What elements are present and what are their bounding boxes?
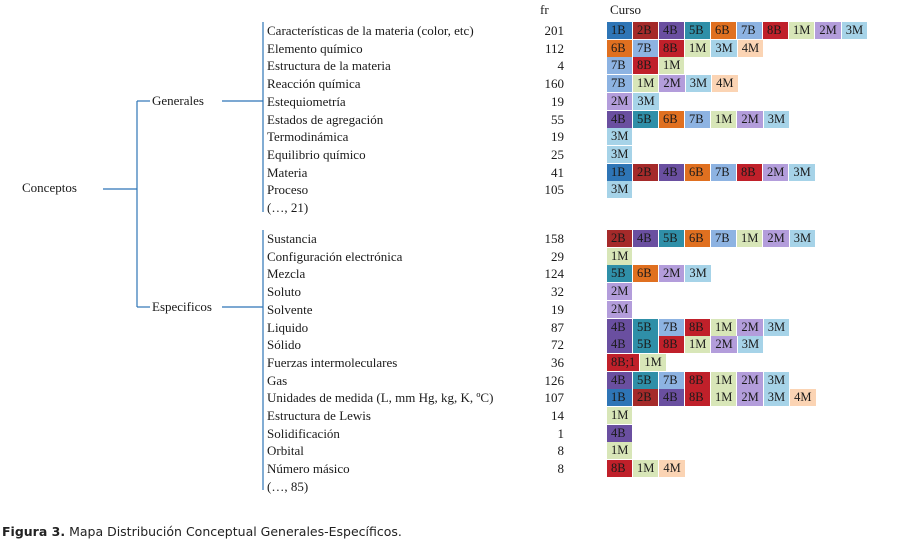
concept-term: Estequiometría bbox=[267, 94, 346, 109]
concept-term: Estructura de Lewis bbox=[267, 408, 371, 423]
course-tag: 1M bbox=[711, 319, 737, 336]
course-tag: 2B bbox=[633, 22, 659, 39]
course-tags bbox=[607, 22, 868, 39]
course-tag: 3M bbox=[711, 40, 737, 57]
course-tag: 2M bbox=[763, 230, 789, 247]
caption-label: Figura 3. bbox=[2, 524, 66, 539]
course-tags bbox=[607, 230, 816, 247]
course-tags bbox=[607, 336, 764, 353]
course-tag: 3M bbox=[738, 336, 764, 353]
concept-frequency: 19 bbox=[551, 94, 564, 109]
concept-term: Reacción química bbox=[267, 76, 361, 91]
course-tag: 4B bbox=[659, 22, 685, 39]
concept-term: Termodinámica bbox=[267, 129, 349, 144]
course-tag: 1B bbox=[607, 22, 633, 39]
course-tag: 3M bbox=[607, 128, 633, 145]
course-tag: 4B bbox=[659, 389, 685, 406]
course-tags bbox=[607, 57, 685, 74]
course-tag: 4B bbox=[607, 111, 633, 128]
course-tag: 7B bbox=[607, 57, 633, 74]
course-tag: 2M bbox=[815, 22, 841, 39]
course-tag: 5B bbox=[607, 265, 633, 282]
concept-frequency: 160 bbox=[544, 76, 564, 91]
concept-term: Elemento químico bbox=[267, 41, 363, 56]
course-tag: 5B bbox=[633, 336, 659, 353]
concept-frequency: 55 bbox=[551, 112, 564, 127]
course-tag: 8B bbox=[685, 319, 711, 336]
course-tag: 2B bbox=[607, 230, 633, 247]
concept-term: Número másico bbox=[267, 461, 350, 476]
course-tag: 1M bbox=[607, 248, 633, 265]
concept-frequency: 72 bbox=[551, 337, 564, 352]
course-tag: 1M bbox=[685, 336, 711, 353]
course-tag: 7B bbox=[711, 164, 737, 181]
course-tag: 4B bbox=[607, 372, 633, 389]
course-tags bbox=[607, 128, 633, 145]
course-tag: 2M bbox=[607, 93, 633, 110]
concept-frequency: 112 bbox=[544, 41, 564, 56]
course-tag: 1M bbox=[685, 40, 711, 57]
course-tags bbox=[607, 181, 633, 198]
concept-frequency: 8 bbox=[557, 443, 564, 458]
concept-frequency: 36 bbox=[551, 355, 564, 370]
course-tag: 8B bbox=[633, 57, 659, 74]
group-especificos: Especificos bbox=[152, 299, 212, 314]
course-tag: 1M bbox=[659, 57, 685, 74]
course-tag: 7B bbox=[685, 111, 711, 128]
course-header: Curso bbox=[610, 2, 642, 17]
concept-term: Solidificación bbox=[267, 426, 340, 441]
course-tag: 5B bbox=[633, 372, 659, 389]
course-tag: 2M bbox=[659, 265, 685, 282]
course-tag: 2B bbox=[633, 389, 659, 406]
figure-caption bbox=[2, 524, 402, 539]
course-tags bbox=[607, 75, 739, 92]
course-tag: 3M bbox=[685, 265, 711, 282]
course-tags bbox=[607, 265, 712, 282]
course-tag: 1M bbox=[607, 407, 633, 424]
concept-frequency: 8 bbox=[557, 461, 564, 476]
course-tag: 7B bbox=[711, 230, 737, 247]
course-tag: 4M bbox=[712, 75, 738, 92]
course-tag: 2M bbox=[607, 301, 633, 318]
concept-frequency: 19 bbox=[551, 302, 564, 317]
concept-term: Sólido bbox=[267, 337, 301, 352]
course-tags bbox=[607, 164, 816, 181]
caption-text: Mapa Distribución Conceptual Generales-Específicos. bbox=[69, 524, 402, 539]
course-tag: 1M bbox=[640, 354, 666, 371]
course-tag: 5B bbox=[685, 22, 711, 39]
course-tag: 2M bbox=[659, 75, 685, 92]
course-tag: 4B bbox=[607, 319, 633, 336]
concept-term: Orbital bbox=[267, 443, 304, 458]
concept-frequency: 105 bbox=[544, 182, 564, 197]
concept-frequency: 87 bbox=[551, 320, 564, 335]
course-tags bbox=[607, 319, 790, 336]
concept-frequency: 25 bbox=[551, 147, 564, 162]
course-tag: 6B bbox=[711, 22, 737, 39]
course-tag: 8B bbox=[685, 389, 711, 406]
course-tag: 4M bbox=[738, 40, 764, 57]
course-tag: 6B bbox=[685, 164, 711, 181]
course-tag: 8B bbox=[607, 460, 633, 477]
course-tag: 1B bbox=[607, 389, 633, 406]
course-tag: 4B bbox=[633, 230, 659, 247]
concept-frequency: 124 bbox=[544, 266, 564, 281]
concept-frequency: 4 bbox=[557, 58, 564, 73]
concept-term: Materia bbox=[267, 165, 308, 180]
course-tag: 3M bbox=[790, 230, 816, 247]
concept-frequency: 29 bbox=[551, 249, 564, 264]
course-tags bbox=[607, 283, 633, 300]
course-tag: 4M bbox=[790, 389, 816, 406]
course-tag: 6B bbox=[685, 230, 711, 247]
course-tag: 1M bbox=[607, 442, 633, 459]
course-tag: 2M bbox=[607, 283, 633, 300]
course-tag: 1M bbox=[737, 230, 763, 247]
concept-frequency: 107 bbox=[544, 390, 564, 405]
course-tag: 4B bbox=[659, 164, 685, 181]
course-tag: 3M bbox=[842, 22, 868, 39]
course-tag: 8B;1 bbox=[607, 354, 640, 371]
course-tag: 6B bbox=[607, 40, 633, 57]
course-tags bbox=[607, 460, 686, 477]
course-tag: 1M bbox=[789, 22, 815, 39]
course-tag: 3M bbox=[633, 93, 659, 110]
course-tags bbox=[607, 111, 790, 128]
root-node: Conceptos bbox=[22, 180, 77, 195]
concept-term: Estructura de la materia bbox=[267, 58, 391, 73]
concept-frequency: 201 bbox=[544, 23, 564, 38]
course-tag: 8B bbox=[659, 40, 685, 57]
concept-term: Características de la materia (color, etc) bbox=[267, 23, 474, 38]
course-tag: 5B bbox=[659, 230, 685, 247]
concept-term: Fuerzas intermoleculares bbox=[267, 355, 398, 370]
concept-term: Sustancia bbox=[267, 231, 317, 246]
course-tag: 3M bbox=[789, 164, 815, 181]
freq-header: fr bbox=[540, 2, 549, 17]
course-tag: 1M bbox=[711, 372, 737, 389]
course-tag: 8B bbox=[763, 22, 789, 39]
course-tag: 3M bbox=[764, 111, 790, 128]
concept-term: Solvente bbox=[267, 302, 313, 317]
course-tag: 2M bbox=[737, 319, 763, 336]
course-tag: 7B bbox=[607, 75, 633, 92]
course-tag: 1M bbox=[633, 75, 659, 92]
course-tag: 1B bbox=[607, 164, 633, 181]
course-tag: 5B bbox=[633, 111, 659, 128]
course-tag: 1M bbox=[633, 460, 659, 477]
course-tags bbox=[607, 372, 790, 389]
concept-frequency: 41 bbox=[551, 165, 564, 180]
course-tag: 1M bbox=[711, 111, 737, 128]
concept-term: Liquido bbox=[267, 320, 309, 335]
course-tag: 6B bbox=[659, 111, 685, 128]
course-tags bbox=[607, 301, 633, 318]
concept-term: (…, 85) bbox=[267, 479, 309, 494]
course-tag: 3M bbox=[764, 389, 790, 406]
course-tag: 1M bbox=[711, 389, 737, 406]
course-tags bbox=[607, 389, 817, 406]
course-tag: 3M bbox=[764, 319, 790, 336]
concept-frequency: 32 bbox=[551, 284, 564, 299]
concept-frequency: 1 bbox=[557, 426, 564, 441]
course-tag: 8B bbox=[685, 372, 711, 389]
course-tag: 7B bbox=[633, 40, 659, 57]
concept-term: Proceso bbox=[267, 182, 309, 197]
course-tag: 8B bbox=[737, 164, 763, 181]
course-tag: 2B bbox=[633, 164, 659, 181]
course-tag: 8B bbox=[659, 336, 685, 353]
course-tag: 2M bbox=[737, 372, 763, 389]
course-tag: 7B bbox=[659, 372, 685, 389]
course-tag: 3M bbox=[607, 181, 633, 198]
concept-term: (…, 21) bbox=[267, 200, 309, 215]
course-tag: 4M bbox=[659, 460, 685, 477]
group-generales: Generales bbox=[152, 93, 204, 108]
concept-frequency: 158 bbox=[544, 231, 564, 246]
course-tag: 4B bbox=[607, 336, 633, 353]
course-tag: 4B bbox=[607, 425, 633, 442]
course-tags bbox=[607, 248, 633, 265]
concept-frequency: 14 bbox=[551, 408, 564, 423]
concept-term: Estados de agregación bbox=[267, 112, 384, 127]
concept-term: Configuración electrónica bbox=[267, 249, 403, 264]
concept-term: Gas bbox=[267, 373, 288, 388]
course-tag: 2M bbox=[763, 164, 789, 181]
course-tags bbox=[607, 146, 633, 163]
course-tag: 7B bbox=[737, 22, 763, 39]
course-tag: 3M bbox=[764, 372, 790, 389]
course-tags bbox=[607, 40, 764, 57]
course-tags bbox=[607, 354, 667, 371]
concept-frequency: 126 bbox=[544, 373, 564, 388]
concept-term: Equilibrio químico bbox=[267, 147, 366, 162]
course-tags bbox=[607, 93, 660, 110]
course-tag: 7B bbox=[659, 319, 685, 336]
course-tag: 2M bbox=[711, 336, 737, 353]
concept-term: Soluto bbox=[267, 284, 301, 299]
course-tags bbox=[607, 425, 633, 442]
course-tags bbox=[607, 442, 633, 459]
concept-term: Unidades de medida (L, mm Hg, kg, K, ºC) bbox=[267, 390, 494, 405]
course-tag: 5B bbox=[633, 319, 659, 336]
concept-term: Mezcla bbox=[267, 266, 306, 281]
concept-frequency: 19 bbox=[551, 129, 564, 144]
course-tag: 2M bbox=[737, 389, 763, 406]
course-tag: 2M bbox=[737, 111, 763, 128]
course-tags bbox=[607, 407, 633, 424]
course-tag: 3M bbox=[686, 75, 712, 92]
course-tag: 3M bbox=[607, 146, 633, 163]
course-tag: 6B bbox=[633, 265, 659, 282]
